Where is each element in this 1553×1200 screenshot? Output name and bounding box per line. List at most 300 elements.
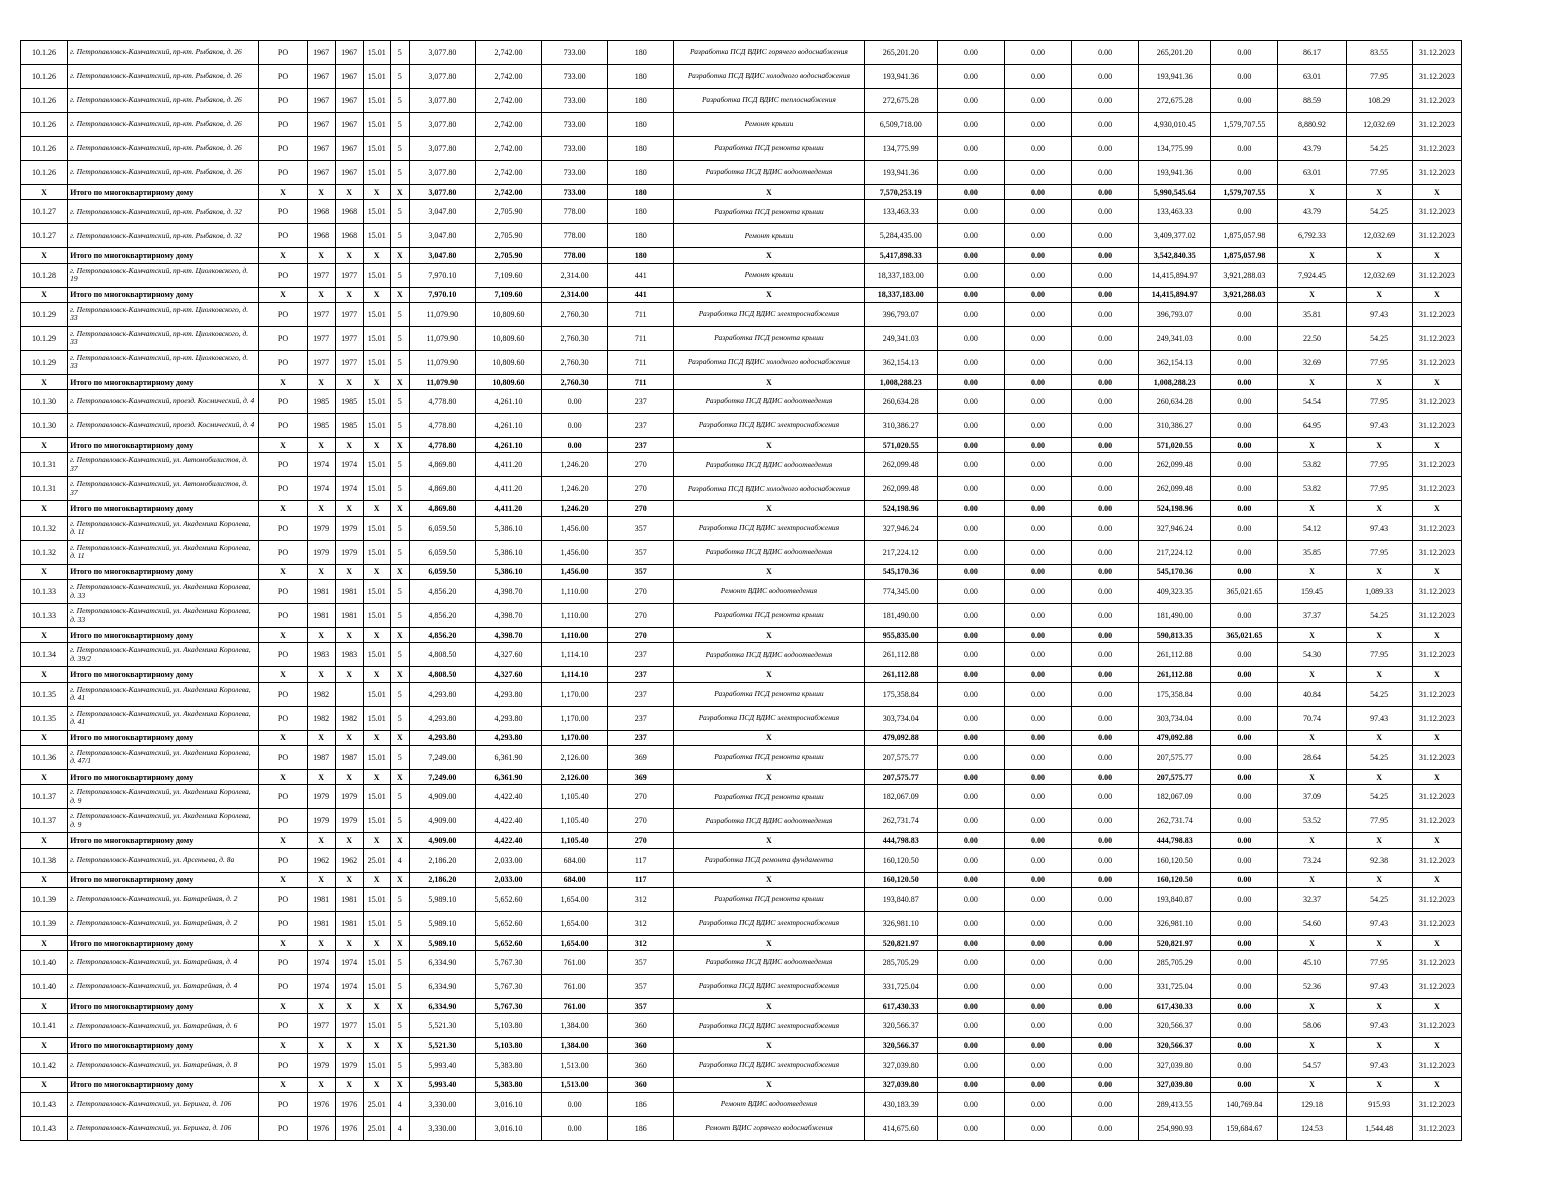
cell-method: РО — [259, 89, 307, 113]
cell-work-type: X — [674, 769, 864, 784]
cell-federal-funds: 0.00 — [937, 501, 1004, 516]
cell-max-unit-cost: 77.95 — [1346, 390, 1412, 414]
cell-build-year: 1967 — [307, 65, 335, 89]
cell-method: РО — [259, 785, 307, 809]
cell-deadline: X — [1412, 628, 1461, 643]
cell-unit-cost: 32.37 — [1278, 887, 1346, 911]
cell-owner-funds: 217,224.12 — [1139, 540, 1211, 564]
cell-build-year: X — [307, 438, 335, 453]
cell-address: г. Петропавловск-Камчатский, ул. Батарейная, д. 4 — [68, 975, 259, 999]
cell-other-funds: 0.00 — [1211, 41, 1278, 65]
cell-build-year: 1977 — [307, 302, 335, 326]
cell-municipal-funds: 0.00 — [1072, 1117, 1139, 1141]
cell-regional-funds: 0.00 — [1004, 374, 1071, 389]
cell-build-year: 1976 — [307, 1093, 335, 1117]
cell-work-type: Ремонт крыши — [674, 113, 864, 137]
cell-municipal-funds: 0.00 — [1072, 706, 1139, 730]
cell-total-area: 3,330.00 — [409, 1093, 475, 1117]
total-row — [21, 872, 1462, 887]
table-row — [21, 161, 1462, 185]
cell-address: Итого по многоквартирному дому — [68, 730, 259, 745]
cell-owner-funds: 617,430.33 — [1139, 999, 1211, 1014]
cell-address: г. Петропавловск-Камчатский, ул. Академика Королева, д. 33 — [68, 604, 259, 628]
cell-federal-funds: 0.00 — [937, 745, 1004, 769]
table-row — [21, 89, 1462, 113]
cell-wear: 15.01 — [363, 643, 390, 667]
cell-total-area: 7,970.10 — [409, 263, 475, 287]
total-row — [21, 628, 1462, 643]
cell-row-number: X — [21, 374, 68, 389]
cell-other-funds: 0.00 — [1211, 682, 1278, 706]
cell-deadline: 31.12.2023 — [1412, 785, 1461, 809]
cell-method: X — [259, 185, 307, 200]
cell-living-area: 5,386.10 — [475, 564, 541, 579]
cell-residents: 270 — [608, 809, 674, 833]
cell-non-living-area: 733.00 — [542, 185, 608, 200]
cell-unit-cost: 7,924.45 — [1278, 263, 1346, 287]
cell-row-number: X — [21, 1038, 68, 1053]
table-row — [21, 65, 1462, 89]
cell-method: РО — [259, 350, 307, 374]
cell-commission-year: 1981 — [335, 911, 363, 935]
cell-method: РО — [259, 975, 307, 999]
cell-non-living-area: 761.00 — [542, 975, 608, 999]
cell-other-funds: 159,684.67 — [1211, 1117, 1278, 1141]
cell-other-funds: 0.00 — [1211, 137, 1278, 161]
cell-owner-funds: 4,930,010.45 — [1139, 113, 1211, 137]
cell-municipal-funds: 0.00 — [1072, 161, 1139, 185]
cell-non-living-area: 2,760.30 — [542, 350, 608, 374]
cell-commission-year: 1987 — [335, 745, 363, 769]
cell-residents: 360 — [608, 1053, 674, 1077]
cell-wear: 15.01 — [363, 580, 390, 604]
cell-non-living-area: 1,170.00 — [542, 706, 608, 730]
cell-municipal-funds: 0.00 — [1072, 326, 1139, 350]
cell-total-area: 4,778.80 — [409, 438, 475, 453]
cell-max-unit-cost: 97.43 — [1346, 706, 1412, 730]
cell-method: РО — [259, 809, 307, 833]
cell-total-cost: 285,705.29 — [864, 951, 937, 975]
cell-floors: 5 — [390, 540, 409, 564]
cell-unit-cost: X — [1278, 1038, 1346, 1053]
cell-method: РО — [259, 113, 307, 137]
cell-regional-funds: 0.00 — [1004, 350, 1071, 374]
cell-federal-funds: 0.00 — [937, 1038, 1004, 1053]
cell-floors: X — [390, 872, 409, 887]
cell-regional-funds: 0.00 — [1004, 161, 1071, 185]
cell-row-number: 10.1.39 — [21, 887, 68, 911]
cell-max-unit-cost: 92.38 — [1346, 848, 1412, 872]
cell-federal-funds: 0.00 — [937, 809, 1004, 833]
cell-commission-year: 1977 — [335, 1014, 363, 1038]
cell-total-cost: 520,821.97 — [864, 935, 937, 950]
cell-total-area: 3,077.80 — [409, 161, 475, 185]
cell-commission-year: 1967 — [335, 41, 363, 65]
cell-floors: 5 — [390, 65, 409, 89]
cell-residents: 711 — [608, 374, 674, 389]
cell-row-number: 10.1.35 — [21, 706, 68, 730]
cell-commission-year: X — [335, 769, 363, 784]
cell-municipal-funds: 0.00 — [1072, 745, 1139, 769]
cell-max-unit-cost: X — [1346, 248, 1412, 263]
cell-commission-year: 1974 — [335, 975, 363, 999]
cell-other-funds: 0.00 — [1211, 477, 1278, 501]
cell-other-funds: 0.00 — [1211, 769, 1278, 784]
cell-work-type: X — [674, 185, 864, 200]
cell-address: г. Петропавловск-Камчатский, пр-кт. Циолковского, д. 33 — [68, 326, 259, 350]
cell-method: РО — [259, 453, 307, 477]
table-row — [21, 414, 1462, 438]
cell-deadline: 31.12.2023 — [1412, 682, 1461, 706]
cell-other-funds: 0.00 — [1211, 951, 1278, 975]
cell-row-number: 10.1.26 — [21, 41, 68, 65]
cell-deadline: 31.12.2023 — [1412, 161, 1461, 185]
cell-non-living-area: 778.00 — [542, 224, 608, 248]
cell-floors: X — [390, 501, 409, 516]
cell-row-number: 10.1.36 — [21, 745, 68, 769]
total-row — [21, 769, 1462, 784]
cell-living-area: 5,652.60 — [475, 911, 541, 935]
cell-non-living-area: 1,114.10 — [542, 643, 608, 667]
cell-method: РО — [259, 477, 307, 501]
cell-build-year: 1967 — [307, 137, 335, 161]
cell-total-area: 3,047.80 — [409, 200, 475, 224]
cell-wear: X — [363, 935, 390, 950]
cell-address: Итого по многоквартирному дому — [68, 185, 259, 200]
cell-residents: 360 — [608, 1038, 674, 1053]
cell-deadline: 31.12.2023 — [1412, 643, 1461, 667]
cell-other-funds: 0.00 — [1211, 604, 1278, 628]
cell-floors: 4 — [390, 1093, 409, 1117]
cell-floors: 5 — [390, 350, 409, 374]
cell-method: РО — [259, 604, 307, 628]
cell-max-unit-cost: X — [1346, 185, 1412, 200]
cell-residents: 237 — [608, 438, 674, 453]
cell-build-year: 1977 — [307, 263, 335, 287]
cell-total-area: 11,079.90 — [409, 326, 475, 350]
cell-floors: 5 — [390, 390, 409, 414]
table-row — [21, 350, 1462, 374]
cell-wear: 15.01 — [363, 137, 390, 161]
cell-regional-funds: 0.00 — [1004, 453, 1071, 477]
cell-living-area: 4,411.20 — [475, 501, 541, 516]
cell-work-type: Разработка ПСД ремонта крыши — [674, 326, 864, 350]
cell-address: г. Петропавловск-Камчатский, ул. Батарейная, д. 6 — [68, 1014, 259, 1038]
cell-owner-funds: 261,112.88 — [1139, 667, 1211, 682]
cell-max-unit-cost: 1,089.33 — [1346, 580, 1412, 604]
cell-address: г. Петропавловск-Камчатский, ул. Беринга, д. 106 — [68, 1117, 259, 1141]
cell-row-number: 10.1.43 — [21, 1117, 68, 1141]
cell-living-area: 4,411.20 — [475, 453, 541, 477]
cell-owner-funds: 175,358.84 — [1139, 682, 1211, 706]
cell-other-funds: 0.00 — [1211, 730, 1278, 745]
cell-floors: X — [390, 1038, 409, 1053]
cell-build-year: 1981 — [307, 580, 335, 604]
cell-total-area: 2,186.20 — [409, 872, 475, 887]
cell-owner-funds: 262,099.48 — [1139, 477, 1211, 501]
cell-wear: 15.01 — [363, 89, 390, 113]
cell-commission-year: X — [335, 1038, 363, 1053]
cell-floors: 5 — [390, 89, 409, 113]
cell-address: г. Петропавловск-Камчатский, ул. Академика Королева, д. 41 — [68, 682, 259, 706]
cell-living-area: 5,386.10 — [475, 540, 541, 564]
cell-floors: 5 — [390, 951, 409, 975]
cell-build-year: X — [307, 564, 335, 579]
cell-total-cost: 362,154.13 — [864, 350, 937, 374]
cell-max-unit-cost: X — [1346, 935, 1412, 950]
table-row — [21, 604, 1462, 628]
cell-unit-cost: 54.60 — [1278, 911, 1346, 935]
total-row — [21, 438, 1462, 453]
cell-federal-funds: 0.00 — [937, 706, 1004, 730]
cell-method: РО — [259, 580, 307, 604]
cell-owner-funds: 193,840.87 — [1139, 887, 1211, 911]
cell-living-area: 5,652.60 — [475, 887, 541, 911]
cell-residents: 357 — [608, 564, 674, 579]
cell-work-type: Разработка ПСД ремонта крыши — [674, 137, 864, 161]
cell-federal-funds: 0.00 — [937, 453, 1004, 477]
cell-non-living-area: 2,760.30 — [542, 374, 608, 389]
cell-commission-year: X — [335, 501, 363, 516]
cell-owner-funds: 285,705.29 — [1139, 951, 1211, 975]
cell-living-area: 5,652.60 — [475, 935, 541, 950]
cell-row-number: X — [21, 872, 68, 887]
cell-max-unit-cost: 97.43 — [1346, 414, 1412, 438]
cell-federal-funds: 0.00 — [937, 975, 1004, 999]
cell-living-area: 4,327.60 — [475, 667, 541, 682]
cell-row-number: 10.1.34 — [21, 643, 68, 667]
cell-row-number: 10.1.26 — [21, 161, 68, 185]
cell-regional-funds: 0.00 — [1004, 951, 1071, 975]
cell-deadline: 31.12.2023 — [1412, 200, 1461, 224]
cell-work-type: Ремонт крыши — [674, 263, 864, 287]
cell-total-area: 4,909.00 — [409, 809, 475, 833]
cell-total-area: 11,079.90 — [409, 302, 475, 326]
cell-commission-year: 1976 — [335, 1093, 363, 1117]
cell-other-funds: 0.00 — [1211, 1053, 1278, 1077]
cell-work-type: X — [674, 1038, 864, 1053]
cell-work-type: Разработка ПСД ВДИС холодного водоснабжения — [674, 65, 864, 89]
cell-deadline: 31.12.2023 — [1412, 137, 1461, 161]
cell-deadline: 31.12.2023 — [1412, 113, 1461, 137]
cell-wear: 15.01 — [363, 785, 390, 809]
cell-living-area: 2,033.00 — [475, 872, 541, 887]
table-row — [21, 911, 1462, 935]
cell-deadline: X — [1412, 501, 1461, 516]
cell-total-cost: 327,946.24 — [864, 516, 937, 540]
cell-row-number: 10.1.35 — [21, 682, 68, 706]
cell-floors: 5 — [390, 41, 409, 65]
cell-total-area: 4,808.50 — [409, 643, 475, 667]
cell-total-area: 11,079.90 — [409, 350, 475, 374]
cell-address: Итого по многоквартирному дому — [68, 374, 259, 389]
cell-build-year: X — [307, 248, 335, 263]
cell-address: г. Петропавловск-Камчатский, ул. Академика Королева, д. 11 — [68, 540, 259, 564]
cell-total-area: 5,989.10 — [409, 911, 475, 935]
table-row — [21, 809, 1462, 833]
cell-wear: X — [363, 1077, 390, 1092]
cell-total-cost: 310,386.27 — [864, 414, 937, 438]
cell-municipal-funds: 0.00 — [1072, 911, 1139, 935]
cell-method: РО — [259, 302, 307, 326]
cell-regional-funds: 0.00 — [1004, 302, 1071, 326]
cell-build-year: 1981 — [307, 604, 335, 628]
cell-row-number: 10.1.26 — [21, 137, 68, 161]
cell-floors: 5 — [390, 1053, 409, 1077]
cell-owner-funds: 262,099.48 — [1139, 453, 1211, 477]
cell-total-area: 4,778.80 — [409, 414, 475, 438]
cell-work-type: Разработка ПСД ВДИС электроснабжения — [674, 414, 864, 438]
cell-other-funds: 0.00 — [1211, 438, 1278, 453]
cell-address: Итого по многоквартирному дому — [68, 438, 259, 453]
cell-method: РО — [259, 1053, 307, 1077]
cell-owner-funds: 571,020.55 — [1139, 438, 1211, 453]
cell-address: г. Петропавловск-Камчатский, ул. Академика Королева, д. 41 — [68, 706, 259, 730]
cell-commission-year: 1979 — [335, 1053, 363, 1077]
cell-deadline: X — [1412, 1077, 1461, 1092]
cell-living-area: 4,293.80 — [475, 682, 541, 706]
cell-unit-cost: 43.79 — [1278, 137, 1346, 161]
cell-living-area: 2,742.00 — [475, 137, 541, 161]
cell-deadline: 31.12.2023 — [1412, 453, 1461, 477]
cell-wear: 15.01 — [363, 951, 390, 975]
cell-address: г. Петропавловск-Камчатский, ул. Академика Королева, д. 11 — [68, 516, 259, 540]
cell-living-area: 2,742.00 — [475, 41, 541, 65]
total-row — [21, 935, 1462, 950]
cell-row-number: X — [21, 730, 68, 745]
cell-living-area: 4,261.10 — [475, 390, 541, 414]
cell-address: г. Петропавловск-Камчатский, ул. Академика Королева, д. 9 — [68, 809, 259, 833]
cell-address: г. Петропавловск-Камчатский, ул. Академика Королева, д. 9 — [68, 785, 259, 809]
cell-wear: 15.01 — [363, 809, 390, 833]
cell-total-area: 6,059.50 — [409, 540, 475, 564]
cell-unit-cost: X — [1278, 667, 1346, 682]
cell-wear: 15.01 — [363, 302, 390, 326]
cell-floors: 4 — [390, 1117, 409, 1141]
cell-total-cost: 1,008,288.23 — [864, 374, 937, 389]
cell-work-type: Разработка ПСД ВДИС водоотведения — [674, 453, 864, 477]
cell-commission-year: 1962 — [335, 848, 363, 872]
cell-living-area: 4,398.70 — [475, 580, 541, 604]
table-row — [21, 1053, 1462, 1077]
cell-unit-cost: 73.24 — [1278, 848, 1346, 872]
cell-floors: 5 — [390, 580, 409, 604]
cell-living-area: 2,033.00 — [475, 848, 541, 872]
cell-method: РО — [259, 137, 307, 161]
cell-total-cost: 444,798.83 — [864, 833, 937, 848]
cell-other-funds: 0.00 — [1211, 540, 1278, 564]
cell-regional-funds: 0.00 — [1004, 706, 1071, 730]
cell-wear: 15.01 — [363, 41, 390, 65]
cell-floors: X — [390, 564, 409, 579]
cell-method: РО — [259, 643, 307, 667]
cell-unit-cost: 45.10 — [1278, 951, 1346, 975]
cell-build-year: 1977 — [307, 350, 335, 374]
cell-method: РО — [259, 706, 307, 730]
cell-build-year: X — [307, 730, 335, 745]
cell-address: г. Петропавловск-Камчатский, пр-кт. Рыбаков, д. 26 — [68, 41, 259, 65]
cell-build-year: 1977 — [307, 1014, 335, 1038]
cell-owner-funds: 524,198.96 — [1139, 501, 1211, 516]
cell-regional-funds: 0.00 — [1004, 137, 1071, 161]
cell-row-number: X — [21, 833, 68, 848]
cell-federal-funds: 0.00 — [937, 89, 1004, 113]
cell-regional-funds: 0.00 — [1004, 200, 1071, 224]
cell-commission-year: X — [335, 185, 363, 200]
cell-row-number: X — [21, 1077, 68, 1092]
cell-total-cost: 193,941.36 — [864, 65, 937, 89]
total-row — [21, 374, 1462, 389]
cell-owner-funds: 207,575.77 — [1139, 745, 1211, 769]
cell-other-funds: 0.00 — [1211, 848, 1278, 872]
cell-regional-funds: 0.00 — [1004, 564, 1071, 579]
cell-wear: 15.01 — [363, 706, 390, 730]
cell-row-number: 10.1.37 — [21, 809, 68, 833]
cell-total-cost: 414,675.60 — [864, 1117, 937, 1141]
cell-wear: X — [363, 667, 390, 682]
cell-max-unit-cost: X — [1346, 564, 1412, 579]
cell-build-year: 1985 — [307, 414, 335, 438]
cell-wear: X — [363, 501, 390, 516]
cell-non-living-area: 1,456.00 — [542, 516, 608, 540]
cell-address: Итого по многоквартирному дому — [68, 872, 259, 887]
cell-non-living-area: 1,384.00 — [542, 1038, 608, 1053]
cell-row-number: X — [21, 935, 68, 950]
cell-row-number: 10.1.29 — [21, 350, 68, 374]
cell-address: г. Петропавловск-Камчатский, пр-кт. Рыбаков, д. 26 — [68, 137, 259, 161]
cell-residents: 711 — [608, 350, 674, 374]
cell-total-cost: 193,840.87 — [864, 887, 937, 911]
table-row — [21, 1093, 1462, 1117]
table-row — [21, 785, 1462, 809]
cell-max-unit-cost: 97.43 — [1346, 1014, 1412, 1038]
cell-method: РО — [259, 540, 307, 564]
cell-non-living-area: 1,654.00 — [542, 911, 608, 935]
cell-deadline: 31.12.2023 — [1412, 516, 1461, 540]
cell-municipal-funds: 0.00 — [1072, 65, 1139, 89]
cell-total-cost: 175,358.84 — [864, 682, 937, 706]
cell-total-area: 3,077.80 — [409, 113, 475, 137]
cell-method: РО — [259, 200, 307, 224]
cell-row-number: 10.1.41 — [21, 1014, 68, 1038]
total-row — [21, 730, 1462, 745]
cell-address: Итого по многоквартирному дому — [68, 248, 259, 263]
cell-other-funds: 0.00 — [1211, 785, 1278, 809]
cell-floors: 5 — [390, 745, 409, 769]
table-row — [21, 706, 1462, 730]
cell-residents: 357 — [608, 999, 674, 1014]
cell-living-area: 4,293.80 — [475, 706, 541, 730]
cell-total-cost: 134,775.99 — [864, 137, 937, 161]
cell-work-type: Разработка ПСД ВДИС водоотведения — [674, 540, 864, 564]
cell-living-area: 5,103.80 — [475, 1038, 541, 1053]
cell-total-cost: 524,198.96 — [864, 501, 937, 516]
cell-deadline: X — [1412, 872, 1461, 887]
cell-total-area: 6,334.90 — [409, 975, 475, 999]
cell-unit-cost: X — [1278, 501, 1346, 516]
cell-non-living-area: 1,513.00 — [542, 1053, 608, 1077]
cell-build-year: 1985 — [307, 390, 335, 414]
cell-build-year: 1976 — [307, 1117, 335, 1141]
cell-build-year: X — [307, 667, 335, 682]
cell-living-area: 7,109.60 — [475, 287, 541, 302]
cell-max-unit-cost: X — [1346, 438, 1412, 453]
cell-build-year: 1967 — [307, 41, 335, 65]
cell-total-area: 7,249.00 — [409, 745, 475, 769]
cell-max-unit-cost: 97.43 — [1346, 975, 1412, 999]
cell-wear: 15.01 — [363, 161, 390, 185]
cell-deadline: X — [1412, 667, 1461, 682]
